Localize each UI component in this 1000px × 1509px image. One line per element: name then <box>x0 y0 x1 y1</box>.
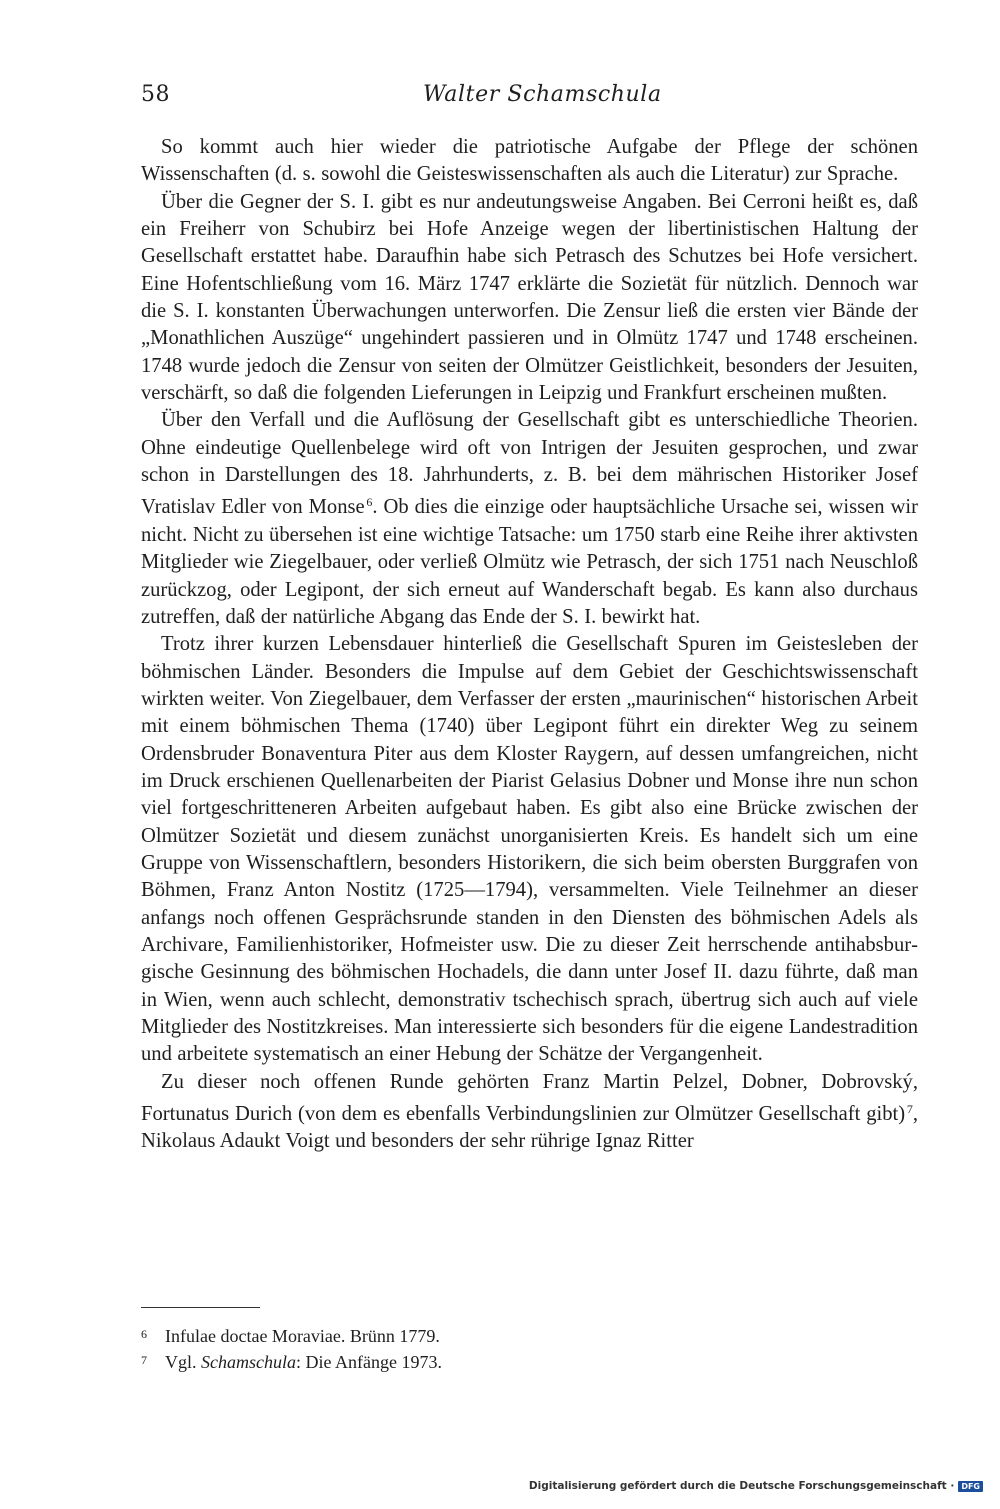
paragraph-3-text-before: Über den Verfall und die Auflösung der Gesellschaft gibt es unterschiedliche Theorien. Ohne eindeutige Quellenbelege wird oft von Intrigen der Jesuiten gesprochen, und zwar schon in Darstellungen des 18. Jahrhunderts, z. B. bei dem mährischen Historiker Josef Vratislav Edler von Monse <box>141 409 918 519</box>
footnote-text: : Die Anfänge 1973. <box>295 1352 442 1372</box>
paragraph-5-text-before: Zu dieser noch offenen Runde gehörten Franz Martin Pelzel, Dobner, Dobrovský, Fortunatus Durich (von dem es ebenfalls Verbindungslinien zur Olmützer Gesellschaft gibt) <box>141 1070 918 1126</box>
footnote-6 <box>141 1322 918 1348</box>
paragraph-3-text-after: . Ob dies die einzige oder hauptsächliche Ursache sei, wissen wir nicht. Nicht zu übersehen ist eine wichtige Tatsache: um 1750 starb eine Reihe ihrer aktivsten Mitglieder wie Ziegelbauer, oder verließ Olmütz wie Petrasch, der sich 1751 nach Neuschloß zurückzog, oder Legipont, der sich erneut auf Wanderschaft begab. Es kann also durchaus zutreffen, daß der natürliche Abgang das Ende der S. I. bewirkt hat. <box>141 496 918 628</box>
paragraph-2: Über die Gegner der S. I. gibt es nur andeutungsweise Angaben. Bei Cerroni heißt es, daß ein Freiherr von Schubirz bei Hofe Anzeige wegen der libertinistischen Haltung der Gesellschaft erstattet habe. Daraufhin habe sich Petrasch des Schutzes bei Hofe versichert. Eine Hofentschließung vom 16. März 1747 erklärte die Sozietät für nützlich. Dennoch war die S. I. konstanten Überwachungen unterworfen. Die Zensur ließ die ersten vier Bände der „Monathlichen Auszüge“ ungehindert passieren und in Olmütz 1747 und 1748 erscheinen. 1748 wurde jedoch die Zensur von seiten der Olmützer Geistlichkeit, besonders der Jesuiten, verschärft, so daß die folgenden Lieferungen in Leipzig und Frankfurt erscheinen mußten. <box>141 190 918 405</box>
paragraph-4: Trotz ihrer kurzen Lebensdauer hinterließ die Gesellschaft Spuren im Geistesleben der böhmischen Länder. Besonders die Impulse auf dem Gebiet der Geschichtswissenschaft wirkten weiter. Von Ziegelbauer, dem Verfasser der ersten „maurinischen“ historischen Arbeit mit einem böhmischen Thema (1740) über Legipont führt ein direkter Weg zu seinem Ordensbruder Bonaventura Piter aus dem Kloster Raygern, auf dessen umfangreichen, nicht im Druck erschienen Quellenarbeiten der Piarist Gelasius Dobner und Monse ihre nun schon viel fortgeschritteneren Arbeiten aufgebaut haben. Es gibt also eine Brücke zwischen der Olmützer Sozietät und diesem zunächst unorganisierten Kreis. Es handelt sich um eine Gruppe von Wissenschaftlern, besonders Historikern, die sich beim obersten Burggrafen von Böhmen, Franz Anton Nostitz (1725—1794), versammelten. Viele Teilnehmer an dieser anfangs noch offenen Gesprächsrunde standen in den Diensten des böhmischen Adels als Archivare, Familienhistoriker, Hofmeister usw. Die zu dieser Zeit herrschende antihabsburgische Gesinnung des böhmischen Hochadels, die dann unter Josef II. dazu führte, daß man in Wien, wenn auch schlecht, demonstrativ tschechisch sprach, übertrug sich auch auf viele Mitglieder des Nostitzkreises. Man interessierte sich besonders für die eigene Landestradition und arbeitete systematisch an einer Hebung der Schätze der Vergangenheit. <box>141 633 918 1066</box>
body-text <box>141 134 918 1156</box>
digitization-banner <box>529 1480 983 1492</box>
paragraph-3 <box>141 407 918 631</box>
footnote-7 <box>141 1348 918 1374</box>
footnote-author: Schamschula <box>201 1352 296 1372</box>
paragraph-5 <box>141 1069 918 1156</box>
footnote-ref-6[interactable]: 6 <box>366 495 373 510</box>
footnotes <box>141 1322 918 1374</box>
footnote-number: 7 <box>141 1353 147 1367</box>
banner-text: Digitalisierung gefördert durch die Deutsche Forschungsgemeinschaft · <box>528 1480 955 1492</box>
footnote-prefix: Vgl. <box>165 1352 197 1372</box>
paragraph-1: So kommt auch hier wieder die patriotische Aufgabe der Pflege der schönen Wissenschaften (d. s. sowohl die Geisteswissenschaften als auch die Literatur) zur Sprache. <box>141 136 918 186</box>
footnote-rule <box>141 1307 260 1308</box>
footnote-number: 6 <box>141 1327 147 1341</box>
running-head: Walter Schamschula <box>423 82 662 107</box>
dfg-logo-icon: DFG <box>958 1481 983 1492</box>
footnote-text: Infulae doctae Moraviae. Brünn 1779. <box>165 1326 440 1346</box>
paragraph-5-text-after: , Nikolaus Adaukt Voigt und besonders der sehr rührige Ignaz Ritter <box>141 1103 918 1153</box>
page-number: 58 <box>141 82 170 107</box>
footnote-ref-7[interactable]: 7 <box>906 1102 913 1117</box>
